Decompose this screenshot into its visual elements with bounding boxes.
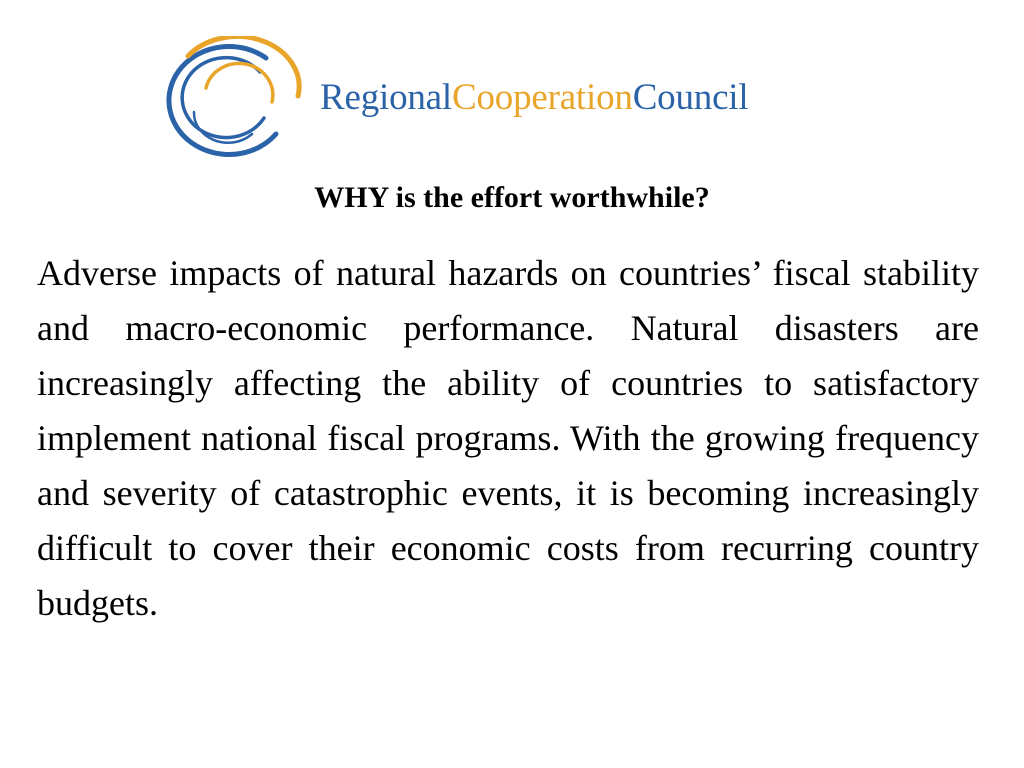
logo-word-council: Council — [632, 77, 749, 118]
slide-body-paragraph: Adverse impacts of natural hazards on countries’ fiscal stability and macro-economic performance. Natural disasters are increasingly affecting the ability of countries to satisfactory implement national fiscal programs. With the growing frequency and severity of catastrophic events, it is becoming increasingly difficult to cover their economic costs from recurring country budgets. — [37, 253, 979, 623]
logo-word-regional: Regional — [320, 77, 452, 118]
regional-cooperation-council-logo — [148, 36, 908, 166]
slide-heading: WHY is the effort worthwhile? — [314, 181, 710, 214]
concentric-arcs-icon — [148, 36, 308, 166]
logo-word-cooperation: Cooperation — [451, 77, 633, 118]
logo-wordmark — [320, 76, 748, 120]
